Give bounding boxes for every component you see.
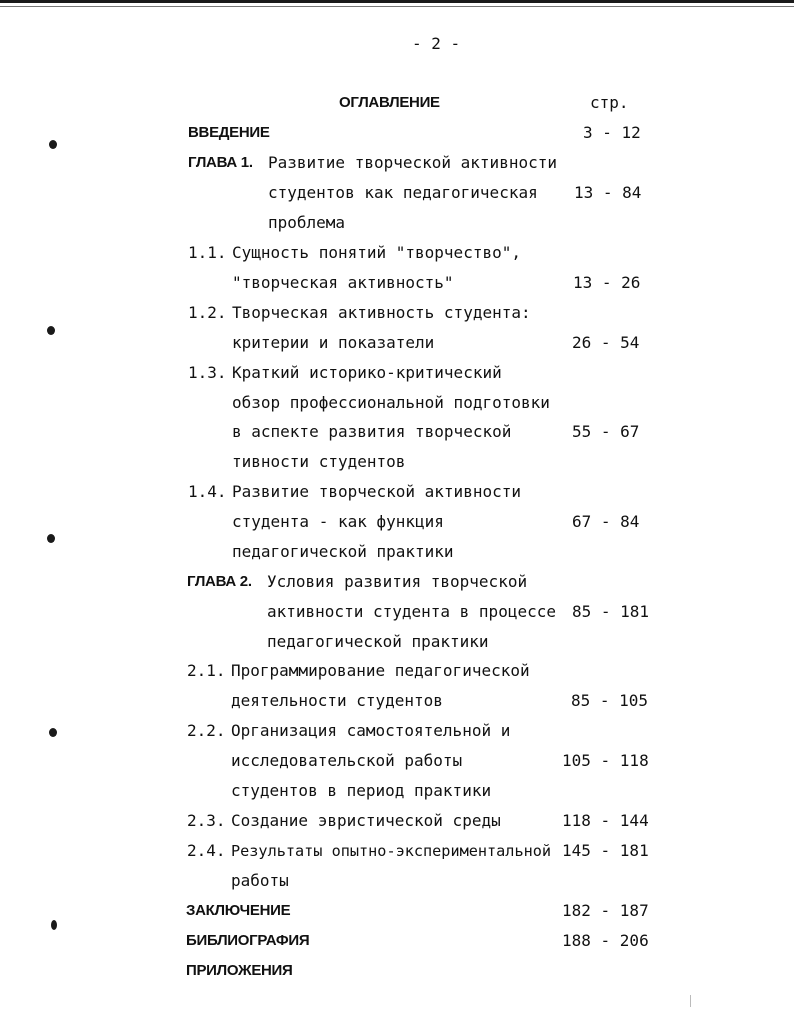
section-1-4-title-line: Развитие творческой активности [232,482,521,501]
section-2-1-pages: 85 - 105 [571,691,649,710]
section-2-3-title-line: Создание эвристической среды [231,811,501,830]
scan-speck [690,995,691,1007]
binder-hole-3 [47,534,55,543]
chapter2-label: ГЛАВА 2. [187,573,252,590]
appendices-label: ПРИЛОЖЕНИЯ [186,962,293,979]
page-column-header: стр. [590,93,629,112]
section-2-4-pages: 145 - 181 [562,841,649,860]
section-2-4-title-line: Результаты опытно-экспериментальной [231,842,552,860]
section-2-2-title-line: Организация самостоятельной и [231,721,511,740]
section-1-4-number: 1.4. [188,482,227,501]
chapter1-pages: 13 - 84 [574,183,642,202]
section-1-2-pages: 26 - 54 [572,333,640,352]
section-1-3-title-line: обзор профессиональной подготовки [232,393,550,412]
chapter1-title-line: Развитие творческой активности [268,153,557,172]
section-1-3-title-line: в аспекте развития творческой [232,422,512,441]
chapter2-title-line: педагогической практики [267,632,489,651]
section-2-1-number: 2.1. [187,661,226,680]
conclusion-label: ЗАКЛЮЧЕНИЕ [186,902,291,919]
binder-hole-5 [51,920,57,930]
section-1-2-title-line: критерии и показатели [232,333,435,352]
section-2-4-number: 2.4. [187,841,226,860]
section-2-1-title-line: Программирование педагогической [231,661,530,680]
scan-top-border [0,0,794,3]
conclusion-pages: 182 - 187 [562,901,649,920]
section-1-4-pages: 67 - 84 [572,512,640,531]
section-1-1-pages: 13 - 26 [573,273,641,292]
chapter2-pages: 85 - 181 [572,602,650,621]
section-2-2-title-line: исследовательской работы [231,751,463,770]
section-2-2-number: 2.2. [187,721,226,740]
chapter2-title-line: Условия развития творческой [267,572,528,591]
page-number: - 2 - [412,34,461,53]
section-1-3-number: 1.3. [188,363,227,382]
section-2-2-title-line: студентов в период практики [231,781,492,800]
bibliography-label: БИБЛИОГРАФИЯ [186,932,310,949]
bibliography-pages: 188 - 206 [562,931,649,950]
introduction-pages: 3 - 12 [583,123,641,142]
section-2-4-title-line: работы [231,871,289,890]
section-1-1-title-line: Сущность понятий "творчество", [232,243,521,262]
chapter1-title-line: студентов как педагогическая [268,183,538,202]
section-1-2-title-line: Творческая активность студента: [232,303,531,322]
section-2-3-pages: 118 - 144 [562,811,649,830]
binder-hole-4 [49,728,57,737]
section-1-2-number: 1.2. [188,303,227,322]
binder-hole-2 [47,326,55,335]
section-1-1-title-line: "творческая активность" [232,273,454,292]
section-1-3-title-line: Краткий историко-критический [232,363,502,382]
introduction-label: ВВЕДЕНИЕ [188,124,270,141]
binder-hole-1 [49,140,57,149]
section-1-3-pages: 55 - 67 [572,422,640,441]
section-2-1-title-line: деятельности студентов [231,691,443,710]
section-1-4-title-line: педагогической практики [232,542,454,561]
chapter1-label: ГЛАВА 1. [188,154,253,171]
toc-title: ОГЛАВЛЕНИЕ [339,94,440,111]
section-1-1-number: 1.1. [188,243,227,262]
section-2-3-number: 2.3. [187,811,226,830]
section-1-3-title-line: тивности студентов [232,452,406,471]
chapter2-title-line: активности студента в процессе [267,602,556,621]
section-2-2-pages: 105 - 118 [562,751,649,770]
scan-top-border-thin [0,6,794,7]
chapter1-title-line: проблема [268,213,346,232]
section-1-4-title-line: студента - как функция [232,512,444,531]
